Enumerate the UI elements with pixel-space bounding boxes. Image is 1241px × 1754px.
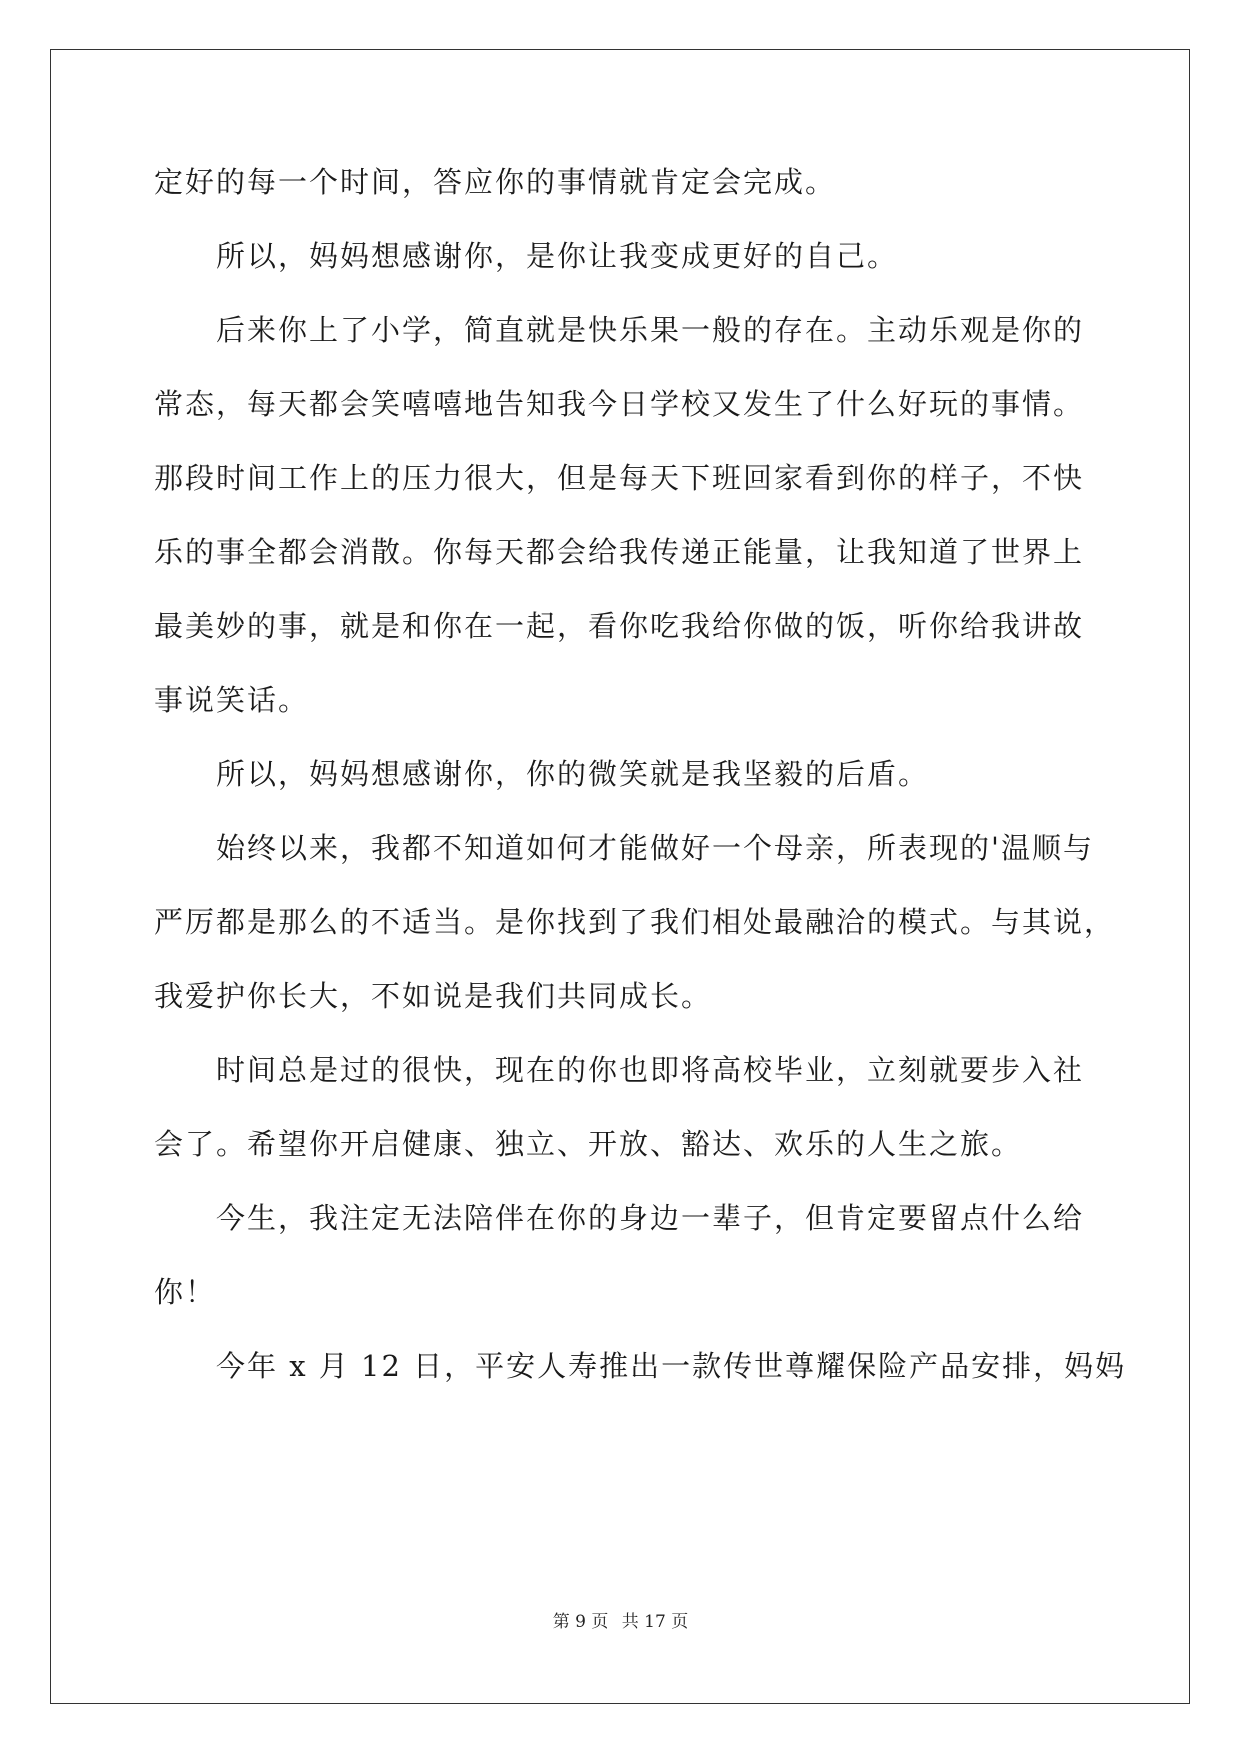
text-line: 会了。希望你开启健康、独立、开放、豁达、欢乐的人生之旅。 [154,1127,1023,1161]
text-line: 定好的每一个时间，答应你的事情就肯定会完成。 [154,165,837,199]
text-line: 事说笑话。 [154,683,310,717]
text-line: 后来你上了小学，简直就是快乐果一般的存在。主动乐观是你的 [216,313,1085,347]
text-line: 时间总是过的很快，现在的你也即将高校毕业，立刻就要步入社 [216,1053,1085,1087]
text-line: 常态，每天都会笑嘻嘻地告知我今日学校又发生了什么好玩的事情。 [154,387,1085,421]
text-line: 乐的事全都会消散。你每天都会给我传递正能量，让我知道了世界上 [154,535,1085,569]
text-line: 最美妙的事，就是和你在一起，看你吃我给你做的饭，听你给我讲故 [154,609,1085,643]
page-border [50,49,1190,1704]
text-line: 我爱护你长大，不如说是我们共同成长。 [154,979,713,1013]
text-line: 你！ [154,1275,217,1309]
text-line: 所以，妈妈想感谢你，你的微笑就是我坚毅的后盾。 [216,757,930,791]
text-line: 严厉都是那么的不适当。是你找到了我们相处最融洽的模式。与其说， [154,905,1116,939]
text-line: 始终以来，我都不知道如何才能做好一个母亲，所表现的'温顺与 [216,831,1094,865]
text-line: 所以，妈妈想感谢你，是你让我变成更好的自己。 [216,239,899,273]
total-pages: 共 17 页 [621,1612,689,1632]
text-line: 那段时间工作上的压力很大，但是每天下班回家看到你的样子，不快 [154,461,1085,495]
text-line: 今生，我注定无法陪伴在你的身边一辈子，但肯定要留点什么给 [216,1201,1085,1235]
page-footer [0,1610,1241,1634]
page-number: 第 9 页 [552,1612,609,1632]
text-line: 今年 x 月 12 日，平安人寿推出一款传世尊耀保险产品安排，妈妈 [216,1349,1127,1383]
